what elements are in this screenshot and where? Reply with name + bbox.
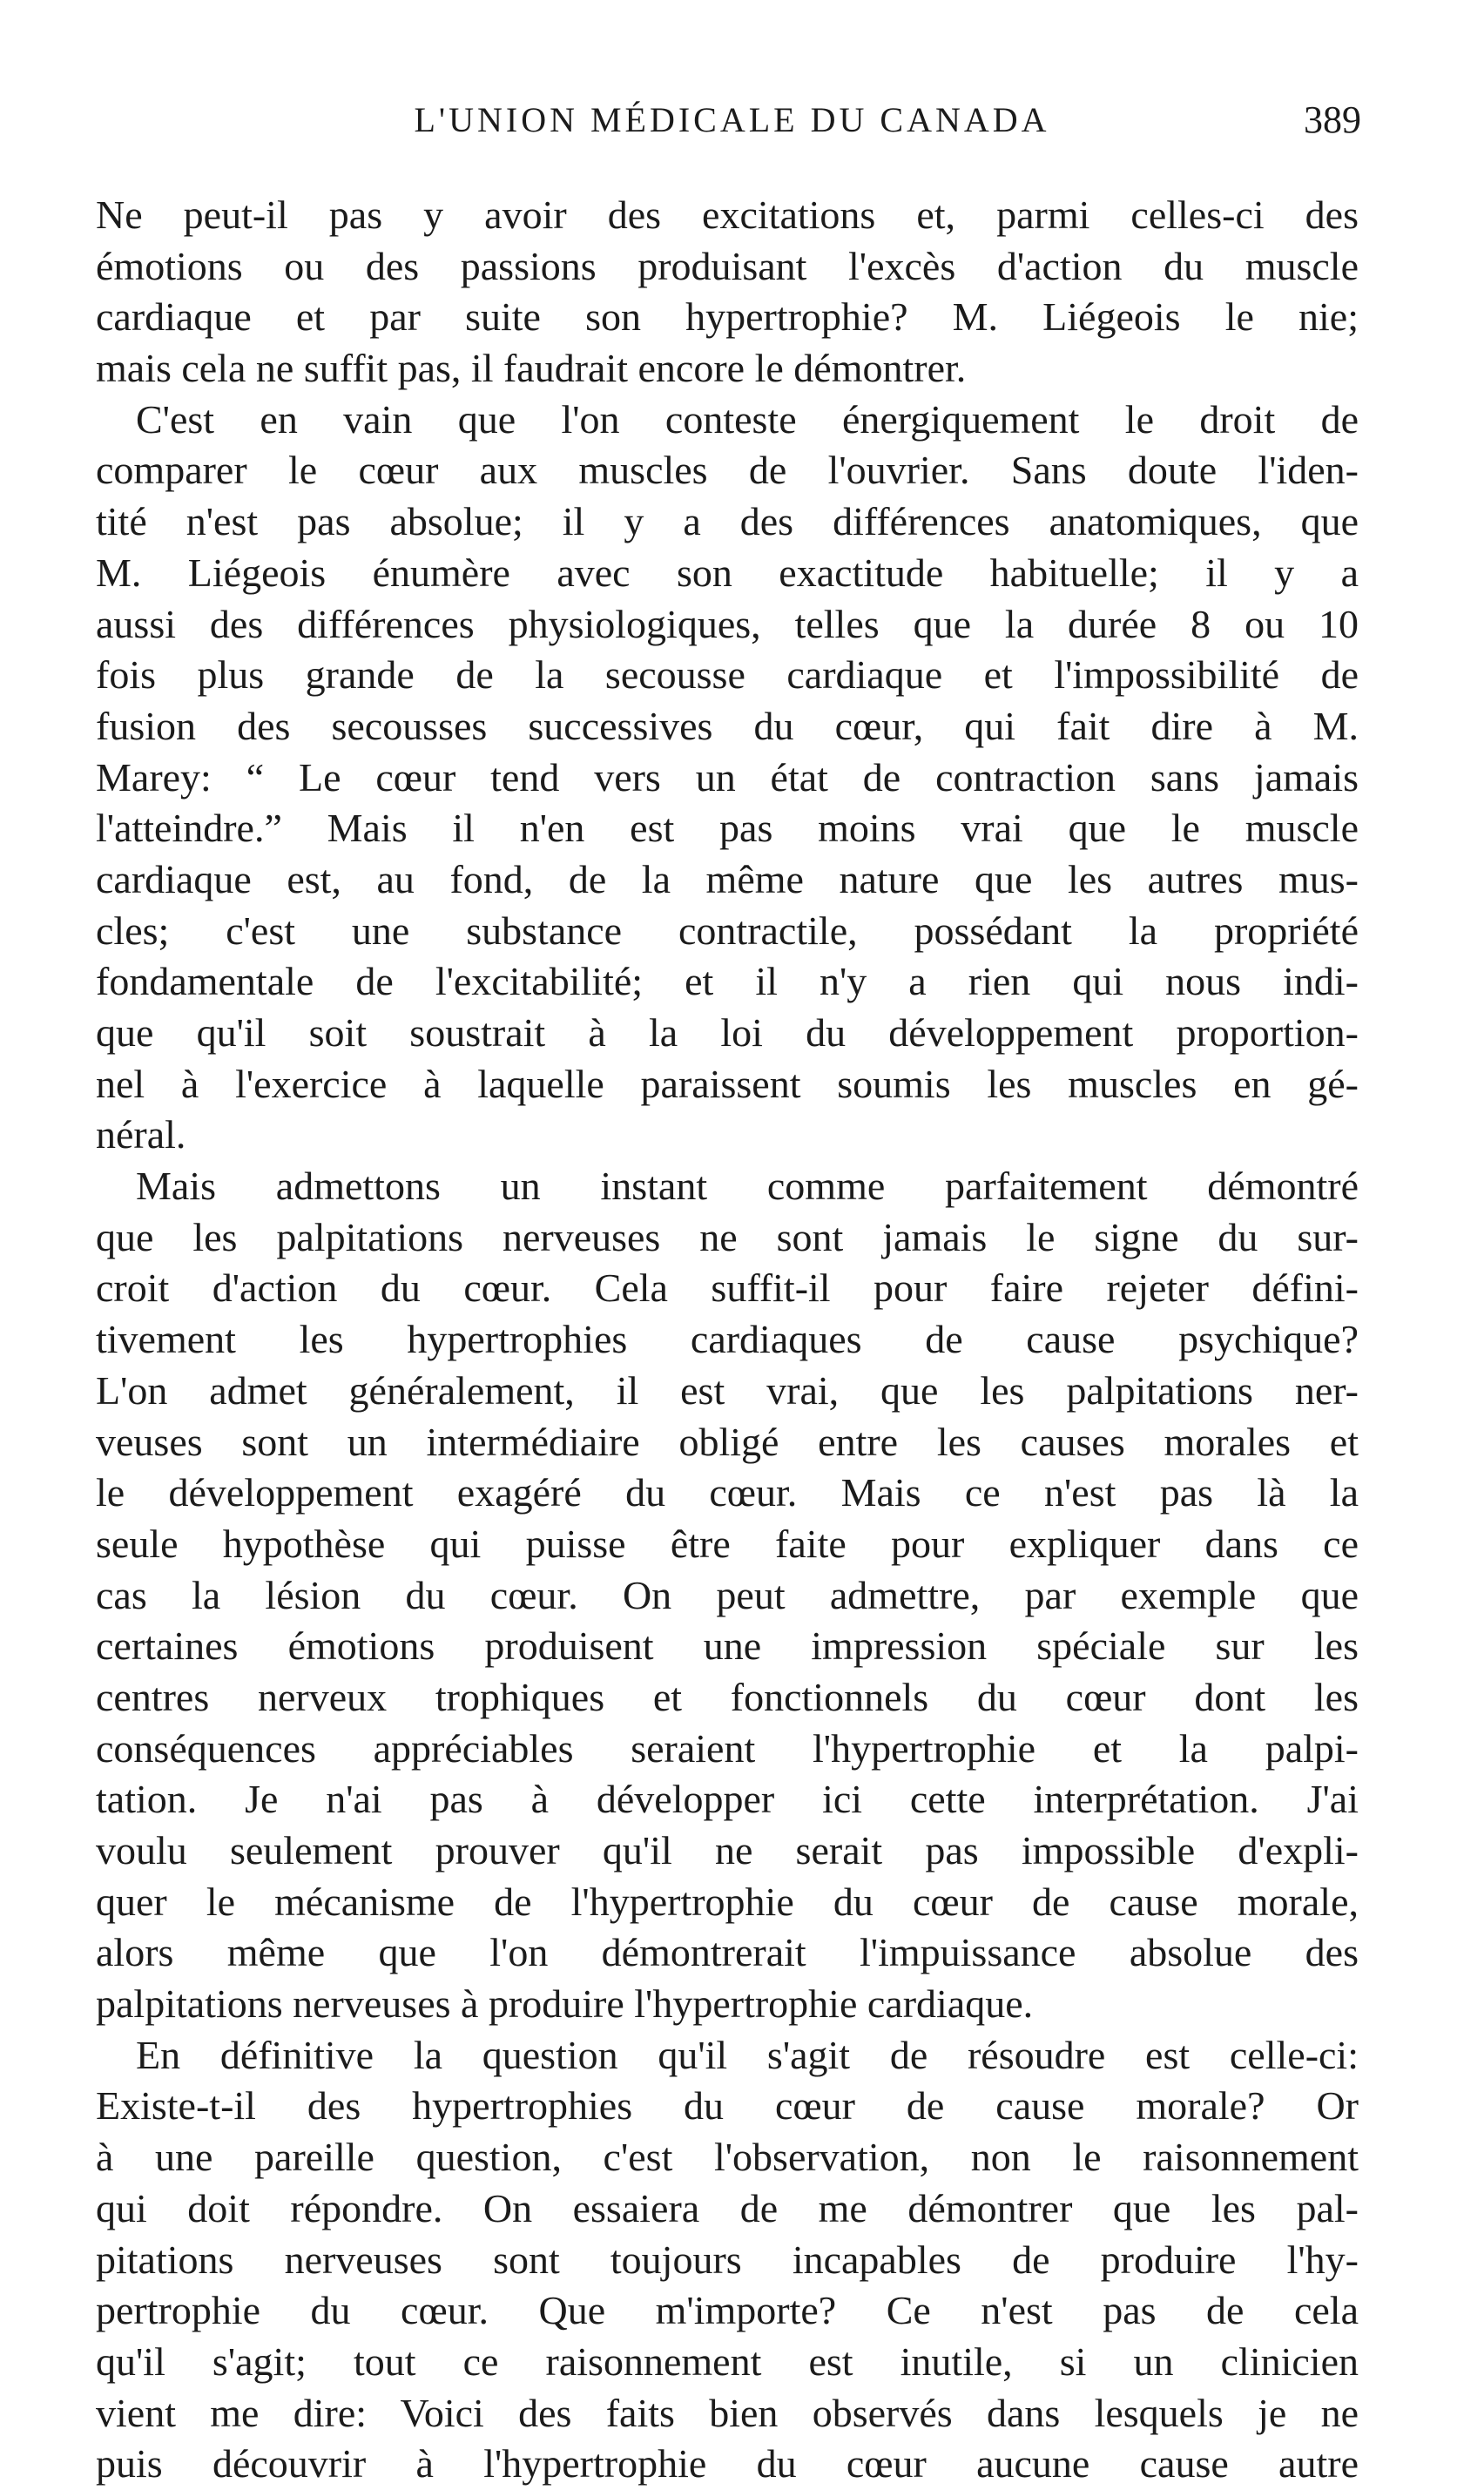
text-line: centres nerveux trophiques et fonctionnels du cœur dont les [96, 1674, 1359, 1719]
text-line: le développement exagéré du cœur. Mais ce n'est pas là la [96, 1470, 1359, 1515]
text-line: voulu seulement prouver qu'il ne serait pas impossible d'expli- [96, 1828, 1359, 1873]
page-number: 389 [1304, 98, 1361, 141]
text-line: nel à l'exercice à laquelle paraissent soumis les muscles en gé- [96, 1061, 1359, 1106]
text-line: néral. [96, 1112, 186, 1157]
paragraph-start-line: C'est en vain que l'on conteste énergiquement le droit de [136, 396, 1359, 442]
text-line: croit d'action du cœur. Cela suffit-il pour faire rejeter défini- [96, 1265, 1359, 1311]
text-line: seule hypothèse qui puisse être faite pour expliquer dans ce [96, 1521, 1359, 1566]
text-line: conséquences appréciables seraient l'hypertrophie et la palpi- [96, 1725, 1359, 1771]
text-line: émotions ou des passions produisant l'excès d'action du muscle [96, 243, 1359, 288]
text-line: fusion des secousses successives du cœur, qui fait dire à M. [96, 703, 1359, 748]
text-line: fondamentale de l'excitabilité; et il n'y a rien qui nous indi- [96, 959, 1359, 1004]
text-line: M. Liégeois énumère avec son exactitude habituelle; il y a [96, 550, 1359, 595]
text-line: palpitations nerveuses à produire l'hypertrophie cardiaque. [96, 1981, 1034, 2027]
paragraph-start-line: Mais admettons un instant comme parfaitement démontré [136, 1164, 1359, 1209]
text-line: aussi des différences physiologiques, telles que la durée 8 ou 10 [96, 601, 1359, 646]
text-line: cles; c'est une substance contractile, possédant la propriété [96, 908, 1359, 953]
text-line: cardiaque est, au fond, de la même nature que les autres mus- [96, 856, 1359, 901]
text-line: cas la lésion du cœur. On peut admettre, par exemple que [96, 1572, 1359, 1617]
text-line: tivement les hypertrophies cardiaques de cause psychique? [96, 1317, 1359, 1362]
text-line: Marey: “ Le cœur tend vers un état de contraction sans jamais [96, 754, 1359, 800]
text-line: pertrophie du cœur. Que m'importe? Ce n'est pas de cela [96, 2288, 1359, 2333]
text-line: tité n'est pas absolue; il y a des différences anatomiques, que [96, 499, 1359, 544]
body-text [96, 190, 1359, 2490]
text-line: que qu'il soit soustrait à la loi du développement proportion- [96, 1010, 1359, 1055]
text-line: qui doit répondre. On essaiera de me démontrer que les pal- [96, 2185, 1359, 2230]
text-line: à une pareille question, c'est l'observation, non le raisonnement [96, 2135, 1359, 2180]
text-line: Ne peut-il pas y avoir des excitations et, parmi celles-ci des [96, 192, 1359, 237]
text-line: l'atteindre.” Mais il n'en est pas moins vrai que le muscle [96, 806, 1359, 851]
running-header [103, 94, 1361, 146]
running-title: L'UNION MÉDICALE DU CANADA [414, 100, 1050, 139]
paragraph-start-line: En définitive la question qu'il s'agit de résoudre est celle-ci: [136, 2032, 1359, 2077]
text-line: comparer le cœur aux muscles de l'ouvrier. Sans doute l'iden- [96, 448, 1359, 493]
text-line: pitations nerveuses sont toujours incapables de produire l'hy- [96, 2237, 1359, 2282]
text-line: puis découvrir à l'hypertrophie du cœur aucune cause autre [96, 2441, 1359, 2487]
text-line: Existe-t-il des hypertrophies du cœur de cause morale? Or [96, 2083, 1359, 2129]
text-line: quer le mécanisme de l'hypertrophie du cœur de cause morale, [96, 1879, 1359, 1924]
text-line: qu'il s'agit; tout ce raisonnement est inutile, si un clinicien [96, 2338, 1359, 2384]
text-line: tation. Je n'ai pas à développer ici cette interprétation. J'ai [96, 1777, 1359, 1822]
text-line: veuses sont un intermédiaire obligé entre les causes morales et [96, 1419, 1359, 1464]
text-line: mais cela ne suffit pas, il faudrait encore le démontrer. [96, 346, 967, 391]
text-line: cardiaque et par suite son hypertrophie? M. Liégeois le nie; [96, 294, 1359, 340]
text-line: alors même que l'on démontrerait l'impuissance absolue des [96, 1930, 1359, 1975]
text-line: fois plus grande de la secousse cardiaque et l'impossibilité de [96, 652, 1359, 698]
text-line: certaines émotions produisent une impression spéciale sur les [96, 1623, 1359, 1669]
text-line: que les palpitations nerveuses ne sont jamais le signe du sur- [96, 1214, 1359, 1259]
text-line: vient me dire: Voici des faits bien observés dans lesquels je ne [96, 2390, 1359, 2435]
text-line: L'on admet généralement, il est vrai, que les palpitations ner- [96, 1367, 1359, 1413]
